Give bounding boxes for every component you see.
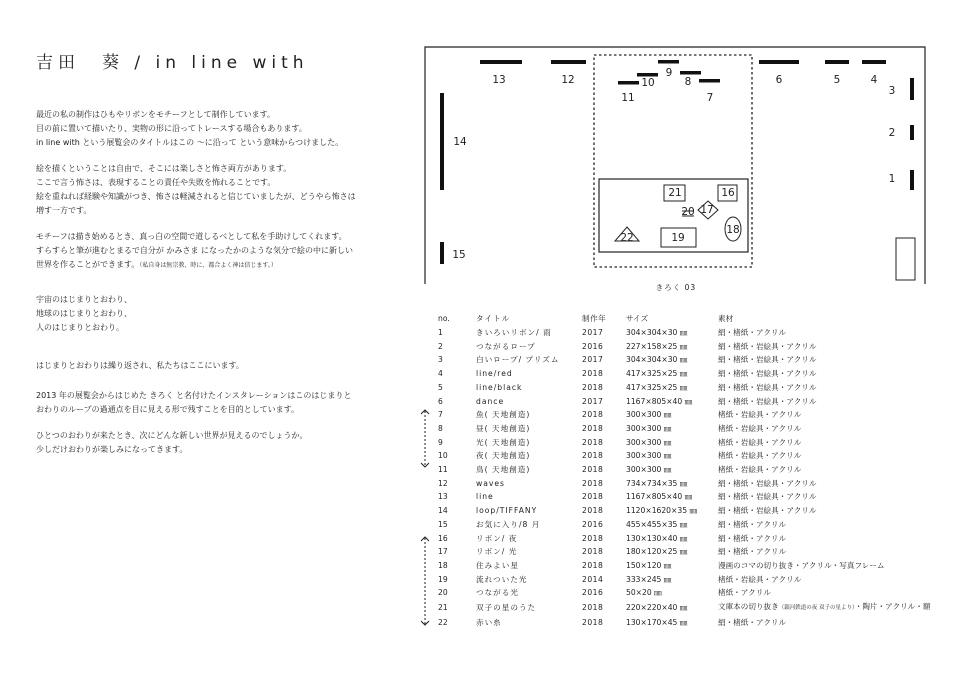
plan-number-8: 8: [684, 76, 692, 88]
cell-title: 赤い糸: [476, 617, 502, 627]
cell-year: 2017: [582, 328, 604, 337]
text-line: はじまりとおわりは繰り返され、私たちはここにいます。: [36, 361, 244, 370]
cell-size: 333×245 ㎜: [626, 574, 672, 584]
cell-no: 22: [438, 617, 448, 627]
plan-number-4: 4: [870, 74, 878, 86]
cell-material: 絹・楮紙・アクリル: [718, 533, 787, 543]
text-line-main: 世界を作ることができます。: [36, 260, 140, 269]
cell-no: 4: [438, 369, 443, 379]
cell-no: 3: [438, 355, 443, 365]
cell-size: 220×220×40 ㎜: [626, 603, 688, 613]
cell-size: 300×300 ㎜: [626, 451, 672, 461]
cell-year: 2018: [582, 547, 604, 557]
cell-year: 2018: [582, 465, 604, 475]
cell-material: 絹・楮紙・岩絵具・アクリル: [718, 355, 817, 365]
text-line: 地球のはじまりとおわり、: [36, 309, 132, 318]
cell-year: 2018: [582, 369, 604, 379]
cell-material: 絹・楮紙・岩絵具・アクリル: [718, 369, 817, 379]
cell-no: 2: [438, 341, 443, 351]
cell-year: 2018: [582, 437, 604, 447]
work-9-mark: [658, 60, 679, 64]
cell-size: 417×325×25 ㎜: [626, 369, 688, 379]
work-4-mark: [862, 60, 886, 64]
plan-number-3: 3: [888, 85, 896, 97]
cell-title: 白いロープ/ プリズム: [476, 355, 560, 365]
plan-number-14: 14: [453, 136, 467, 148]
cell-material: [718, 600, 958, 616]
cell-title: 夜( 天地創造): [476, 451, 531, 461]
cell-size: 304×304×30 ㎜: [626, 355, 688, 365]
cell-year: 2018: [582, 410, 604, 420]
cell-size: 734×734×35 ㎜: [626, 478, 688, 488]
work-10-mark: [637, 73, 658, 77]
cell-size: 455×455×35 ㎜: [626, 519, 688, 529]
plan-number-10: 10: [641, 77, 655, 89]
plan-number-18: 18: [726, 224, 740, 236]
text-line: 増す一方です。: [36, 206, 92, 215]
cell-material: 絹・楮紙・岩絵具・アクリル: [718, 341, 817, 351]
religion-note: （私自身は無宗教、時に、都合よく神は信じます。）: [139, 262, 277, 269]
cell-title: 魚( 天地創造): [476, 410, 531, 420]
plan-number-9: 9: [665, 67, 673, 79]
cell-title: line/black: [476, 382, 523, 392]
cell-year: 2018: [582, 423, 604, 433]
text-line: 2013 年の展覧会からはじめた きろく と名付けたインスタレーションはこのはじまりと: [36, 391, 352, 400]
cell-no: 5: [438, 382, 443, 392]
text-line: 宇宙のはじまりとおわり、: [36, 295, 132, 304]
text-line: モチーフは描き始めるとき、真っ白の空間で道しるべとして私を手助けしてくれます。: [36, 232, 347, 241]
floor-plan-drawing: [0, 0, 960, 300]
work-1-mark: [910, 170, 914, 190]
table-header-row: [434, 312, 958, 326]
cell-material: 楮紙・岩絵具・アクリル: [718, 465, 802, 475]
table-row: [434, 490, 958, 504]
cell-year: 2018: [582, 451, 604, 461]
cell-title: つながるロープ: [476, 341, 536, 351]
cell-no: 12: [438, 478, 448, 488]
table-row: [434, 340, 958, 354]
plan-number-16: 16: [721, 187, 735, 199]
cell-year: 2018: [582, 382, 604, 392]
text-line: おわりのループの過通点を目に見える形で残すことを目的としています。: [36, 405, 299, 414]
plan-number-17: 17: [700, 204, 714, 216]
cell-material: 楮紙・岩絵具・アクリル: [718, 437, 802, 447]
header-size: サイズ: [626, 314, 649, 324]
cell-size: 300×300 ㎜: [626, 410, 672, 420]
cell-material: 絹・楮紙・岩絵具・アクリル: [718, 396, 817, 406]
range-arrows: [418, 408, 432, 638]
plan-number-15: 15: [452, 249, 466, 261]
cell-size: 300×300 ㎜: [626, 465, 672, 475]
table-row: [434, 532, 958, 546]
cell-title: 双子の星のうた: [476, 603, 537, 613]
cell-size: 50×20 ㎜: [626, 588, 662, 598]
cell-title: きいろいリボン/ 雨: [476, 328, 552, 337]
cell-size: 1167×805×40 ㎜: [626, 396, 693, 406]
cell-year: 2018: [582, 560, 604, 570]
cell-size: 304×304×30 ㎜: [626, 328, 688, 337]
door: [896, 238, 915, 280]
text-line: 絵を描くということは自由で、そこには楽しさと怖さ両方があります。: [36, 164, 292, 173]
cell-no: 17: [438, 547, 448, 557]
floor-plan-caption: きろく 03: [655, 283, 697, 292]
work-7-mark: [699, 79, 720, 83]
table-row: [434, 326, 958, 340]
table-row: [434, 586, 958, 600]
cell-no: 9: [438, 437, 443, 447]
plan-number-21: 21: [668, 187, 682, 199]
cell-no: 20: [438, 588, 448, 598]
table-row: [434, 395, 958, 409]
plan-number-22: 22: [620, 232, 634, 244]
cell-year: 2016: [582, 588, 604, 598]
paragraph-6: [36, 389, 406, 417]
work-5-mark: [825, 60, 849, 64]
cell-no: 7: [438, 410, 443, 420]
plan-number-2: 2: [888, 127, 896, 139]
cell-year: 2017: [582, 396, 604, 406]
cell-title: 鳥( 天地創造): [476, 465, 531, 475]
table-row: [434, 381, 958, 395]
cell-size: 417×325×25 ㎜: [626, 382, 688, 392]
cell-year: 2018: [582, 603, 604, 613]
cell-title: 光( 天地創造): [476, 437, 531, 447]
cell-material: 絹・楮紙・アクリル: [718, 328, 787, 337]
work-2-mark: [910, 125, 914, 140]
works-table: [434, 312, 958, 629]
cell-no: 6: [438, 396, 443, 406]
cell-title: リボン/ 光: [476, 547, 518, 557]
cell-year: 2018: [582, 478, 604, 488]
cell-material: 絹・楮紙・アクリル: [718, 519, 787, 529]
cell-material: 楮紙・岩絵具・アクリル: [718, 410, 802, 420]
table-row: [434, 408, 958, 422]
cell-no: 18: [438, 560, 448, 570]
cell-material: 楮紙・岩絵具・アクリル: [718, 451, 802, 461]
cell-year: 2017: [582, 355, 604, 365]
cell-size: 1120×1620×35 ㎜: [626, 506, 698, 516]
cell-material: 楮紙・アクリル: [718, 588, 771, 598]
plan-number-20: 20: [681, 206, 695, 218]
cell-material: 楮紙・岩絵具・アクリル: [718, 574, 802, 584]
cell-title: dance: [476, 396, 505, 406]
cell-year: 2016: [582, 341, 604, 351]
cell-year: 2018: [582, 617, 604, 627]
cell-material: 絹・楮紙・アクリル: [718, 547, 787, 557]
table-row: [434, 573, 958, 587]
cell-title: waves: [476, 478, 505, 488]
cell-title: リボン/ 夜: [476, 533, 518, 543]
table-row: [434, 367, 958, 381]
plan-number-12: 12: [561, 74, 575, 86]
table-row: [434, 422, 958, 436]
cell-no: 8: [438, 423, 443, 433]
paragraph-7: [36, 429, 406, 457]
cell-title: 流れついた光: [476, 574, 528, 584]
material-note: （銀河鉄道の夜 双子の星より）: [778, 605, 855, 612]
plan-number-1: 1: [888, 173, 896, 185]
plan-number-7: 7: [706, 92, 714, 104]
table-row: [434, 559, 958, 573]
table-row: [434, 449, 958, 463]
cell-title: 住みよい星: [476, 560, 519, 570]
table-row: [434, 463, 958, 477]
cell-size: 300×300 ㎜: [626, 423, 672, 433]
header-material: 素材: [718, 314, 734, 324]
cell-no: 1: [438, 328, 443, 337]
table-row: [434, 545, 958, 559]
cell-year: 2018: [582, 533, 604, 543]
page-title: 吉田 葵 / in line with: [36, 53, 309, 73]
work-15-mark: [440, 242, 444, 264]
work-11-mark: [618, 81, 639, 85]
cell-no: 10: [438, 451, 448, 461]
cell-size: 130×170×45 ㎜: [626, 617, 688, 627]
cell-no: 13: [438, 492, 448, 502]
plan-number-6: 6: [775, 74, 783, 86]
floor-plan: [0, 0, 960, 300]
cell-year: 2018: [582, 492, 604, 502]
cell-title: loop/TIFFANY: [476, 506, 538, 516]
text-line: in line with という展覧会のタイトルはこの ～に沿って という意味からつけました。: [36, 138, 344, 147]
cell-no: 16: [438, 533, 448, 543]
cell-title: お気に入り/8 月: [476, 519, 541, 529]
table-row: [434, 504, 958, 518]
plan-number-11: 11: [621, 92, 635, 104]
cell-material: 絹・楮紙・岩絵具・アクリル: [718, 382, 817, 392]
cell-size: 130×130×40 ㎜: [626, 533, 688, 543]
cell-size: 300×300 ㎜: [626, 437, 672, 447]
plan-number-5: 5: [833, 74, 841, 86]
material-tail: ・陶片・アクリル・額: [854, 602, 931, 612]
cell-size: 1167×805×40 ㎜: [626, 492, 693, 502]
paragraph-5: [36, 359, 406, 373]
plan-number-13: 13: [492, 74, 506, 86]
cell-year: 2018: [582, 506, 604, 516]
cell-no: 14: [438, 506, 448, 516]
cell-material: 絹・楮紙・アクリル: [718, 617, 787, 627]
material-main: 文庫本の切り抜き: [718, 602, 779, 612]
table-row: [434, 518, 958, 532]
cell-size: 227×158×25 ㎜: [626, 341, 688, 351]
cell-title: つながる光: [476, 588, 519, 598]
plan-number-19: 19: [671, 232, 685, 244]
cell-year: 2014: [582, 574, 604, 584]
header-year: 制作年: [582, 314, 607, 324]
work-8-mark: [680, 71, 701, 75]
text-line: すらすらと筆が進むとまるで自分が かみさま になったかのような気分で絵の中に新しい: [36, 246, 354, 255]
table-row: [434, 477, 958, 491]
cell-material: 絹・楮紙・岩絵具・アクリル: [718, 478, 817, 488]
work-6-mark: [759, 60, 799, 64]
text-line: 最近の私の制作はひもやリボンをモチーフとして制作しています。: [36, 110, 275, 119]
text-line: 目の前に置いて描いたり、実物の形に沿ってトレースする場合もあります。: [36, 124, 307, 133]
cell-no: 15: [438, 519, 448, 529]
cell-no: 21: [438, 603, 448, 613]
cell-year: 2016: [582, 519, 604, 529]
work-13-mark: [480, 60, 522, 64]
cell-no: 19: [438, 574, 448, 584]
cell-title: 昼( 天地創造): [476, 423, 531, 433]
cell-material: 絹・楮紙・岩絵具・アクリル: [718, 506, 817, 516]
work-12-mark: [551, 60, 586, 64]
cell-material: 絹・楮紙・岩絵具・アクリル: [718, 492, 817, 502]
cell-title: line/red: [476, 369, 513, 379]
text-line: 人のはじまりとおわり。: [36, 323, 124, 332]
text-line: 絵を重ねれば経験や知識がつき、怖さは軽減されると信じていましたが、どうやら怖さは: [36, 192, 356, 201]
cell-no: 11: [438, 465, 448, 475]
work-14-mark: [440, 93, 444, 190]
text-line: ここで言う怖さは、表現することの責任や失敗を怖れることです。: [36, 178, 276, 187]
works-table-body: [434, 326, 958, 629]
cell-size: 150×120 ㎜: [626, 560, 672, 570]
cell-size: 180×120×25 ㎜: [626, 547, 688, 557]
table-row: [434, 353, 958, 367]
cell-material: 楮紙・岩絵具・アクリル: [718, 423, 802, 433]
cell-material: 漫画のコマの切り抜き・アクリル・写真フレーム: [718, 560, 885, 570]
header-title: タイトル: [476, 314, 511, 324]
text-line: ひとつのおわりが来たとき、次にどんな新しい世界が見えるのでしょうか。: [36, 431, 308, 440]
text-line: 少しだけおわりが楽しみになってきます。: [36, 445, 188, 454]
table-row: [434, 600, 958, 616]
table-row: [434, 436, 958, 450]
table-row: [434, 616, 958, 630]
work-3-mark: [910, 78, 914, 100]
header-no: no.: [438, 314, 450, 324]
cell-title: line: [476, 492, 494, 502]
